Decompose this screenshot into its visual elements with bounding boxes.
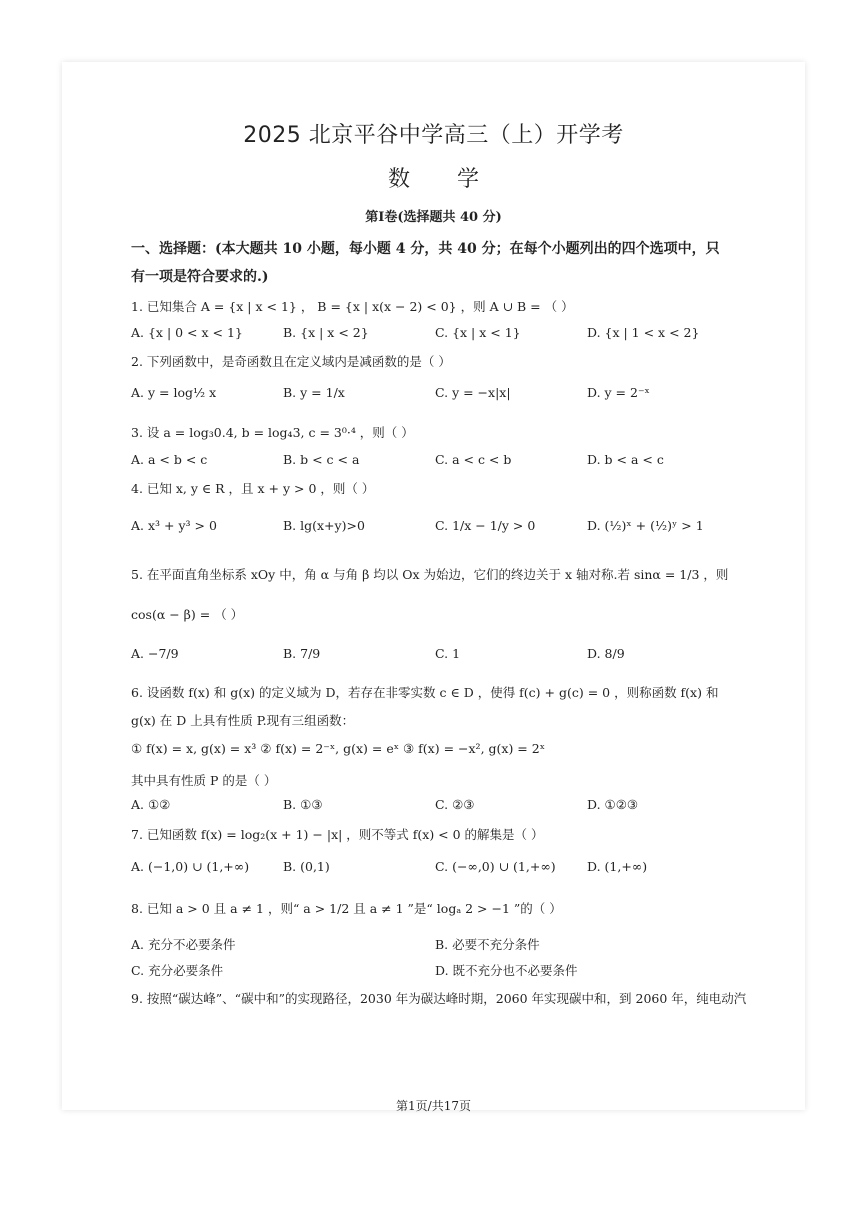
question-stem: 2. 下列函数中，是奇函数且在定义域内是减函数的是（ ） xyxy=(131,354,451,369)
option-b: B. lg(x+y)>0 xyxy=(283,518,365,533)
option-a: A. a < b < c xyxy=(131,452,208,467)
option-a: A. y = log½ x xyxy=(131,385,217,400)
option-d: D. {x | 1 < x < 2} xyxy=(587,325,700,340)
option-b: B. (0,1) xyxy=(283,859,330,874)
option-a: A. −7/9 xyxy=(131,646,179,661)
option-b: B. ①③ xyxy=(283,797,323,812)
question-stem: 3. 设 a = log₃0.4, b = log₄3, c = 3⁰·⁴ ，则（ ） xyxy=(131,425,414,440)
option-c: C. 1/x − 1/y > 0 xyxy=(435,518,536,533)
option-c: C. 1 xyxy=(435,646,461,661)
question-stem-continued: cos(α − β) = （ ） xyxy=(131,607,244,622)
option-c: C. a < c < b xyxy=(435,452,512,467)
option-d: D. b < a < c xyxy=(587,452,664,467)
question-stem: 4. 已知 x, y ∈ R ，且 x + y > 0 ，则（ ） xyxy=(131,481,375,496)
subject-title: 数 学 xyxy=(388,167,479,192)
option-b: B. b < c < a xyxy=(283,452,360,467)
question-stem: 1. 已知集合 A = {x | x < 1} ， B = {x | x(x − 2) < 0} ，则 A ∪ B = （ ） xyxy=(131,299,574,314)
option-b: B. y = 1/x xyxy=(283,385,345,400)
option-d: D. y = 2⁻ˣ xyxy=(587,385,650,400)
option-c: C. {x | x < 1} xyxy=(435,325,521,340)
option-c: C. y = −x|x| xyxy=(435,385,511,400)
question-stem: 8. 已知 a > 0 且 a ≠ 1 ，则“ a > 1/2 且 a ≠ 1 ”是“ logₐ 2 > −1 ”的（ ） xyxy=(131,901,562,916)
part-heading-line2: 有一项是符合要求的.) xyxy=(131,269,269,285)
option-c: C. 充分必要条件 xyxy=(131,963,224,978)
option-a: A. (−1,0) ∪ (1,+∞) xyxy=(131,859,250,874)
part-heading-line1: 一、选择题：(本大题共 10 小题，每小题 4 分，共 40 分；在每个小题列出的四个选项中，只 xyxy=(131,241,720,257)
option-b: B. 7/9 xyxy=(283,646,321,661)
option-a: A. x³ + y³ > 0 xyxy=(131,518,217,533)
question-stem: 6. 设函数 f(x) 和 g(x) 的定义域为 D，若存在非零实数 c ∈ D ，使得 f(c) + g(c) = 0 ，则称函数 f(x) 和 xyxy=(131,685,719,700)
option-b: B. 必要不充分条件 xyxy=(435,937,540,952)
option-d: D. 既不充分也不必要条件 xyxy=(435,963,578,978)
question-stem: 5. 在平面直角坐标系 xOy 中，角 α 与角 β 均以 Ox 为始边，它们的终边关于 x 轴对称.若 sinα = 1/3 ，则 xyxy=(131,567,729,582)
question-stem-continued: 其中具有性质 P 的是（ ） xyxy=(131,773,277,788)
option-c: C. (−∞,0) ∪ (1,+∞) xyxy=(435,859,556,874)
option-d: D. ①②③ xyxy=(587,797,639,812)
option-a: A. ①② xyxy=(131,797,171,812)
option-d: D. 8/9 xyxy=(587,646,625,661)
question-stem-continued: g(x) 在 D 上具有性质 P.现有三组函数： xyxy=(131,713,355,728)
question-stem: 9. 按照“碳达峰”、“碳中和”的实现路径，2030 年为碳达峰时期，2060 年实现碳中和，到 2060 年，纯电动汽 xyxy=(131,991,747,1006)
option-a: A. {x | 0 < x < 1} xyxy=(131,325,243,340)
option-d: D. (1,+∞) xyxy=(587,859,648,874)
page-number: 第1页/共17页 xyxy=(396,1099,471,1113)
option-d: D. (½)ˣ + (½)ʸ > 1 xyxy=(587,518,704,533)
function-groups: ① f(x) = x, g(x) = x³ ② f(x) = 2⁻ˣ, g(x) = eˣ ③ f(x) = −x², g(x) = 2ˣ xyxy=(131,741,545,756)
option-a: A. 充分不必要条件 xyxy=(131,937,236,952)
exam-title: 2025 北京平谷中学高三（上）开学考 xyxy=(243,123,624,148)
option-b: B. {x | x < 2} xyxy=(283,325,369,340)
section-heading: 第Ⅰ卷(选择题共 40 分) xyxy=(365,210,502,225)
option-c: C. ②③ xyxy=(435,797,475,812)
question-stem: 7. 已知函数 f(x) = log₂(x + 1) − |x| ，则不等式 f(x) < 0 的解集是（ ） xyxy=(131,827,544,842)
